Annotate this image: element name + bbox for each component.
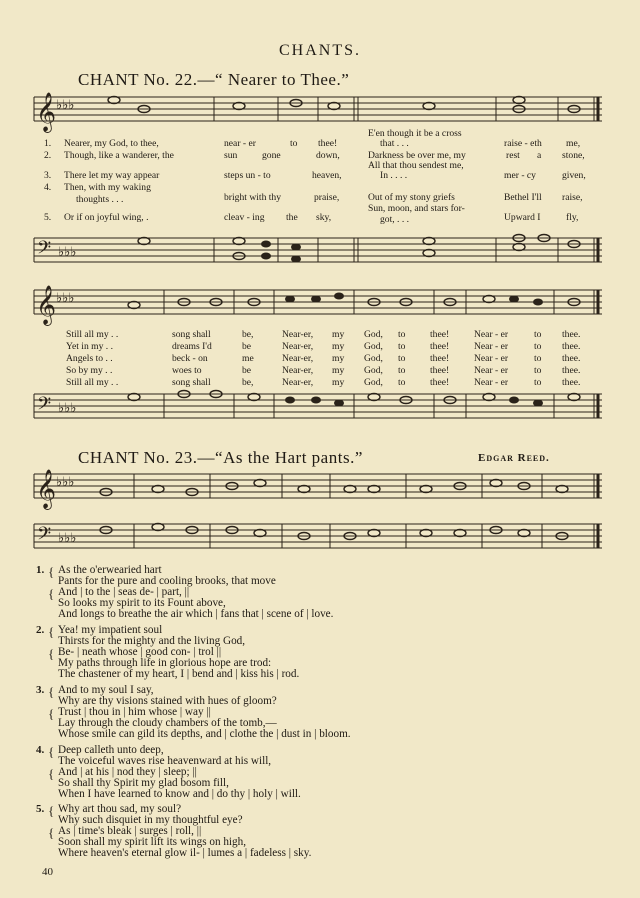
refrain-cell: God, bbox=[364, 377, 383, 388]
lyric-cell: that . . . bbox=[380, 138, 409, 149]
verse-line: Why are thy visions stained with hues of gloom? bbox=[58, 695, 277, 707]
refrain-cell: Near-er, bbox=[282, 365, 314, 376]
verse-line: And longs to breathe the air which | fans that | scene of | love. bbox=[58, 608, 334, 620]
lyric-cell: thoughts . . . bbox=[76, 194, 124, 205]
verse-line: Yea! my impatient soul bbox=[58, 624, 163, 636]
lyric-cell: Or if on joyful wing, . bbox=[64, 212, 149, 223]
verse-line: My paths through life in glorious hope are trod: bbox=[58, 657, 272, 669]
lyric-cell: Though, like a wanderer, the bbox=[64, 150, 174, 161]
svg-text:𝄢: 𝄢 bbox=[37, 523, 52, 548]
brace-icon: { bbox=[48, 803, 55, 818]
lyric-cell: steps un - to bbox=[224, 170, 271, 181]
refrain-cell: Near-er, bbox=[282, 341, 314, 352]
refrain-cell: Near-er, bbox=[282, 329, 314, 340]
verse-line: Whose smile can gild its depths, and | clothe the | dust in | bloom. bbox=[58, 728, 351, 740]
refrain-cell: Near - er bbox=[474, 329, 509, 340]
lyric-cell: In . . . . bbox=[380, 170, 408, 181]
lyric-cell: Nearer, my God, to thee, bbox=[64, 138, 159, 149]
refrain-cell: my bbox=[332, 377, 345, 388]
lyric-cell: got, . . . bbox=[380, 214, 410, 225]
chant-22-bass-staff-1 bbox=[34, 236, 606, 276]
refrain-cell: me bbox=[242, 353, 254, 364]
refrain-cell: thee! bbox=[430, 341, 450, 352]
svg-text:𝄞: 𝄞 bbox=[36, 94, 57, 131]
refrain-cell: thee! bbox=[430, 353, 450, 364]
brace-icon: { bbox=[48, 684, 55, 699]
refrain-cell: dreams I'd bbox=[172, 341, 212, 352]
chant-22-bass-staff-2 bbox=[34, 392, 606, 432]
lyric-cell: gone bbox=[262, 150, 281, 161]
lyric-cell: near - er bbox=[224, 138, 256, 149]
brace-icon: { bbox=[48, 586, 55, 601]
lyric-cell: All that thou sendest me, bbox=[368, 160, 464, 171]
verse-number: 3. bbox=[36, 684, 45, 696]
lyric-cell: mer - cy bbox=[504, 170, 536, 181]
svg-text:𝄞: 𝄞 bbox=[36, 287, 57, 324]
chant-23-composer: Edgar Reed. bbox=[478, 452, 550, 464]
chant-22-title: CHANT No. 22.—“ Nearer to Thee.” bbox=[78, 70, 350, 89]
lyric-cell: raise, bbox=[562, 192, 583, 203]
verse-line: When I have learned to know and | do thy | holy | will. bbox=[58, 788, 301, 800]
lyric-cell: E'en though it be a cross bbox=[368, 128, 462, 139]
refrain-cell: thee. bbox=[562, 341, 581, 352]
chant-22-treble-staff-2 bbox=[34, 288, 606, 328]
verse-line: Why such disquiet in my thoughtful eye? bbox=[58, 814, 243, 826]
lyric-cell: There let my way appear bbox=[64, 170, 160, 181]
refrain-cell: to bbox=[534, 341, 542, 352]
verse-line: And | at his | nod they | sleep; || bbox=[58, 766, 197, 778]
refrain-cell: to bbox=[534, 353, 542, 364]
lyric-cell: heaven, bbox=[312, 170, 342, 181]
verse-line: So looks my spirit to its Fount above, bbox=[58, 597, 226, 609]
verse-line: Why art thou sad, my soul? bbox=[58, 803, 182, 815]
lyric-cell: the bbox=[286, 212, 298, 223]
refrain-cell: thee! bbox=[430, 377, 450, 388]
lyric-cell: Darkness be over me, my bbox=[368, 150, 466, 161]
refrain-cell: my bbox=[332, 353, 345, 364]
refrain-cell: God, bbox=[364, 365, 383, 376]
brace-icon: { bbox=[48, 825, 55, 840]
refrain-cell: my bbox=[332, 365, 345, 376]
refrain-cell: God, bbox=[364, 329, 383, 340]
refrain-cell: woes to bbox=[172, 365, 202, 376]
lyric-cell: to bbox=[290, 138, 298, 149]
svg-text:♭♭♭: ♭♭♭ bbox=[58, 530, 77, 545]
refrain-cell: to bbox=[398, 329, 406, 340]
lyric-cell: Then, with my waking bbox=[64, 182, 151, 193]
refrain-cell: Still all my . . bbox=[66, 377, 119, 388]
chant-23-bass-staff bbox=[34, 522, 606, 562]
brace-icon: { bbox=[48, 624, 55, 639]
verse-line: Soon shall my spirit lift its wings on high, bbox=[58, 836, 247, 848]
svg-text:♭♭♭: ♭♭♭ bbox=[56, 97, 75, 112]
verse-line: So shall thy Spirit my glad bosom fill, bbox=[58, 777, 229, 789]
brace-icon: { bbox=[48, 766, 55, 781]
verse-line: As the o'erwearied hart bbox=[58, 564, 162, 576]
brace-icon: { bbox=[48, 706, 55, 721]
verse-number: 1. bbox=[44, 138, 52, 149]
refrain-cell: to bbox=[398, 365, 406, 376]
lyric-cell: Sun, moon, and stars for- bbox=[368, 203, 465, 214]
verse-number: 3. bbox=[44, 170, 52, 181]
lyric-cell: praise, bbox=[314, 192, 340, 203]
refrain-cell: song shall bbox=[172, 377, 211, 388]
refrain-cell: thee! bbox=[430, 365, 450, 376]
refrain-cell: God, bbox=[364, 341, 383, 352]
lyric-cell: stone, bbox=[562, 150, 585, 161]
refrain-cell: thee. bbox=[562, 353, 581, 364]
refrain-cell: Near - er bbox=[474, 365, 509, 376]
lyric-cell: thee! bbox=[318, 138, 338, 149]
svg-text:♭♭♭: ♭♭♭ bbox=[56, 290, 75, 305]
verse-line: Pants for the pure and cooling brooks, that move bbox=[58, 575, 276, 587]
brace-icon: { bbox=[48, 646, 55, 661]
refrain-cell: to bbox=[534, 365, 542, 376]
refrain-cell: be bbox=[242, 341, 252, 352]
verse-line: The chastener of my heart, I | bend and | kiss his | rod. bbox=[58, 668, 300, 680]
refrain-cell: beck - on bbox=[172, 353, 208, 364]
refrain-cell: Near-er, bbox=[282, 353, 314, 364]
svg-text:𝄞: 𝄞 bbox=[36, 471, 57, 508]
lyric-cell: a bbox=[537, 150, 542, 161]
refrain-cell: thee! bbox=[430, 329, 450, 340]
lyric-cell: rest bbox=[506, 150, 520, 161]
verse-number: 2. bbox=[44, 150, 52, 161]
refrain-cell: be, bbox=[242, 377, 254, 388]
lyric-cell: given, bbox=[562, 170, 586, 181]
refrain-cell: Yet in my . . bbox=[66, 341, 114, 352]
refrain-cell: thee. bbox=[562, 329, 581, 340]
lyric-cell: Bethel I'll bbox=[504, 192, 542, 203]
verse-number: 4. bbox=[44, 182, 52, 193]
brace-icon: { bbox=[48, 564, 55, 579]
refrain-cell: So by my . . bbox=[66, 365, 113, 376]
svg-text:𝄢: 𝄢 bbox=[37, 393, 52, 418]
page-heading: CHANTS. bbox=[278, 42, 361, 59]
lyric-cell: fly, bbox=[566, 212, 579, 223]
verse-number: 4. bbox=[36, 744, 45, 756]
verse-number: 2. bbox=[36, 624, 45, 636]
refrain-cell: be bbox=[242, 365, 252, 376]
refrain-cell: song shall bbox=[172, 329, 211, 340]
verse-line: Be- | neath whose | good con- | trol || bbox=[58, 646, 222, 658]
refrain-cell: Near - er bbox=[474, 377, 509, 388]
lyric-cell: sky, bbox=[316, 212, 332, 223]
svg-text:♭♭♭: ♭♭♭ bbox=[58, 244, 77, 259]
verse-line: As | time's bleak | surges | roll, || bbox=[58, 825, 202, 837]
verse-line: Deep calleth unto deep, bbox=[58, 744, 164, 756]
brace-icon: { bbox=[48, 744, 55, 759]
chant-22-treble-staff-1 bbox=[34, 95, 606, 135]
verse-number: 5. bbox=[36, 803, 45, 815]
page-number: 40 bbox=[42, 866, 53, 878]
refrain-cell: God, bbox=[364, 353, 383, 364]
verse-line: Lay through the cloudy chambers of the tomb,— bbox=[58, 717, 277, 729]
verse-line: And to my soul I say, bbox=[58, 684, 154, 696]
refrain-cell: Near - er bbox=[474, 353, 509, 364]
refrain-cell: to bbox=[534, 377, 542, 388]
refrain-cell: Still all my . . bbox=[66, 329, 119, 340]
verse-line: The voiceful waves rise heavenward at his will, bbox=[58, 755, 272, 767]
lyric-cell: down, bbox=[316, 150, 340, 161]
refrain-cell: Near-er, bbox=[282, 377, 314, 388]
refrain-cell: to bbox=[398, 341, 406, 352]
verse-number: 1. bbox=[36, 564, 45, 576]
verse-line: Trust | thou in | him whose | way || bbox=[58, 706, 211, 718]
refrain-cell: be, bbox=[242, 329, 254, 340]
chant-23-title: CHANT No. 23.—“As the Hart pants.” bbox=[78, 448, 363, 467]
refrain-cell: to bbox=[534, 329, 542, 340]
verse-line: Thirsts for the mighty and the living God, bbox=[58, 635, 246, 647]
lyric-cell: bright with thy bbox=[224, 192, 282, 203]
verse-line: And | to the | seas de- | part, || bbox=[58, 586, 190, 598]
verse-number: 5. bbox=[44, 212, 52, 223]
refrain-cell: my bbox=[332, 329, 345, 340]
lyric-cell: me, bbox=[566, 138, 581, 149]
refrain-cell: to bbox=[398, 353, 406, 364]
svg-text:♭♭♭: ♭♭♭ bbox=[58, 400, 77, 415]
lyric-cell: Out of my stony griefs bbox=[368, 192, 455, 203]
svg-text:𝄢: 𝄢 bbox=[37, 237, 52, 262]
lyric-cell: raise - eth bbox=[504, 138, 542, 149]
svg-text:♭♭♭: ♭♭♭ bbox=[56, 474, 75, 489]
refrain-cell: my bbox=[332, 341, 345, 352]
refrain-cell: Angels to . . bbox=[66, 353, 113, 364]
verse-line: Where heaven's eternal glow il- | lumes a | fadeless | sky. bbox=[58, 847, 312, 859]
lyric-cell: sun bbox=[224, 150, 238, 161]
refrain-cell: to bbox=[398, 377, 406, 388]
lyric-cell: cleav - ing bbox=[224, 212, 265, 223]
refrain-cell: thee. bbox=[562, 365, 581, 376]
refrain-cell: Near - er bbox=[474, 341, 509, 352]
chant-23-treble-staff bbox=[34, 472, 606, 512]
lyric-cell: Upward I bbox=[504, 212, 541, 223]
refrain-cell: thee. bbox=[562, 377, 581, 388]
